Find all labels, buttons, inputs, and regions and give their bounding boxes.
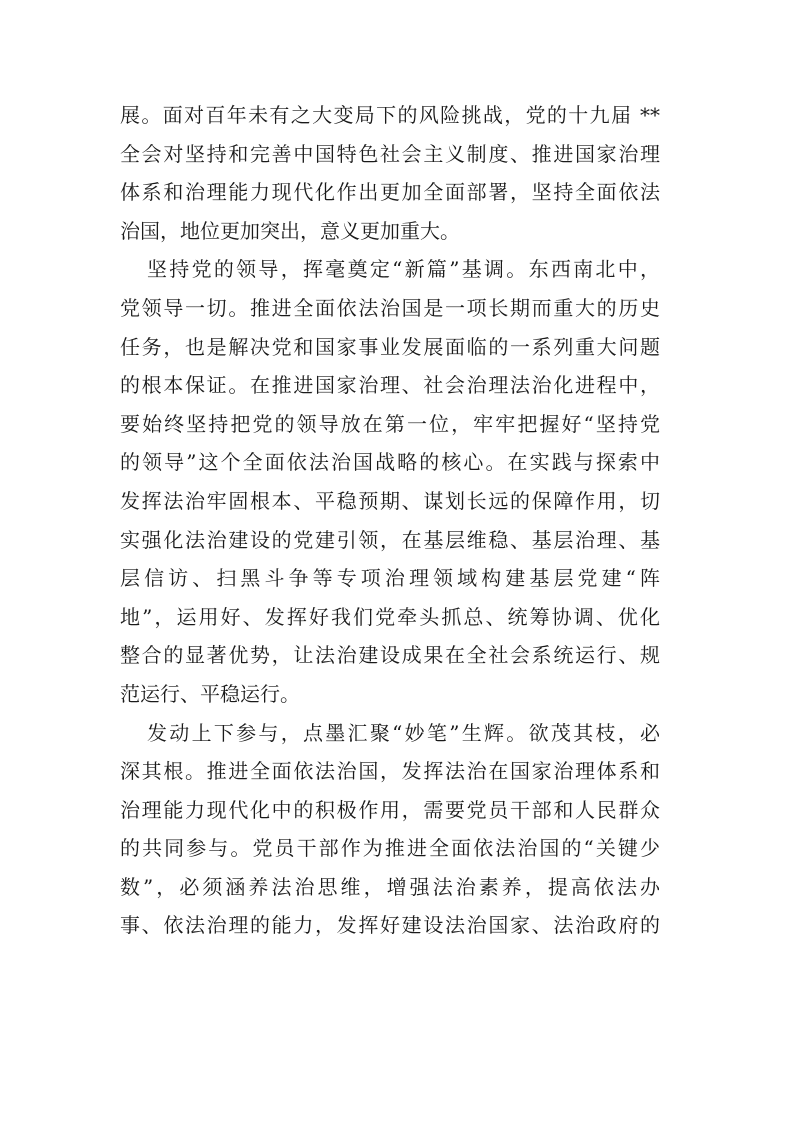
text-line: 事、依法治理的能力，发挥好建设法治国家、法治政府的 <box>120 913 660 938</box>
body-text <box>120 96 660 945</box>
text-line: 的根本保证。在推进国家治理、社会治理法治化进程中， <box>120 373 660 398</box>
text-line: 治国，地位更加突出，意义更加重大。 <box>120 218 460 243</box>
text-line: 的共同参与。党员干部作为推进全面依法治国的“关键少 <box>120 836 660 861</box>
text-line: 层信访、扫黑斗争等专项治理领域构建基层党建“阵 <box>120 566 660 591</box>
paragraph-first-line: 发动上下参与，点墨汇聚“妙笔”生辉。欲茂其枝，必 <box>147 720 660 745</box>
text-line: 治理能力现代化中的积极作用，需要党员干部和人民群众 <box>120 797 660 822</box>
text-line: 实强化法治建设的党建引领，在基层维稳、基层治理、基 <box>120 527 660 552</box>
text-line: 要始终坚持把党的领导放在第一位，牢牢把握好“坚持党 <box>120 411 660 436</box>
text-line: 党领导一切。推进全面依法治国是一项长期而重大的历史 <box>120 295 660 320</box>
text-line: 体系和治理能力现代化作出更加全面部署，坚持全面依法 <box>120 180 660 205</box>
text-line: 整合的显著优势，让法治建设成果在全社会系统运行、规 <box>120 643 660 668</box>
paragraph-first-line: 坚持党的领导，挥毫奠定“新篇”基调。东西南北中， <box>147 257 660 282</box>
text-line: 深其根。推进全面依法治国，发挥法治在国家治理体系和 <box>120 759 660 784</box>
text-line: 全会对坚持和完善中国特色社会主义制度、推进国家治理 <box>120 141 660 166</box>
text-line: 的领导”这个全面依法治国战略的核心。在实践与探索中 <box>120 450 660 475</box>
text-line: 范运行、平稳运行。 <box>120 681 300 706</box>
text-line: 数”，必须涵养法治思维，增强法治素养，提高依法办 <box>120 874 660 899</box>
text-line: 任务，也是解决党和国家事业发展面临的一系列重大问题 <box>120 334 660 359</box>
text-line: 展。面对百年未有之大变局下的风险挑战，党的十九届 ** <box>120 103 660 127</box>
text-line: 发挥法治牢固根本、平稳预期、谋划长远的保障作用，切 <box>120 488 660 513</box>
text-line: 地”，运用好、发挥好我们党牵头抓总、统筹协调、优化 <box>120 604 660 629</box>
